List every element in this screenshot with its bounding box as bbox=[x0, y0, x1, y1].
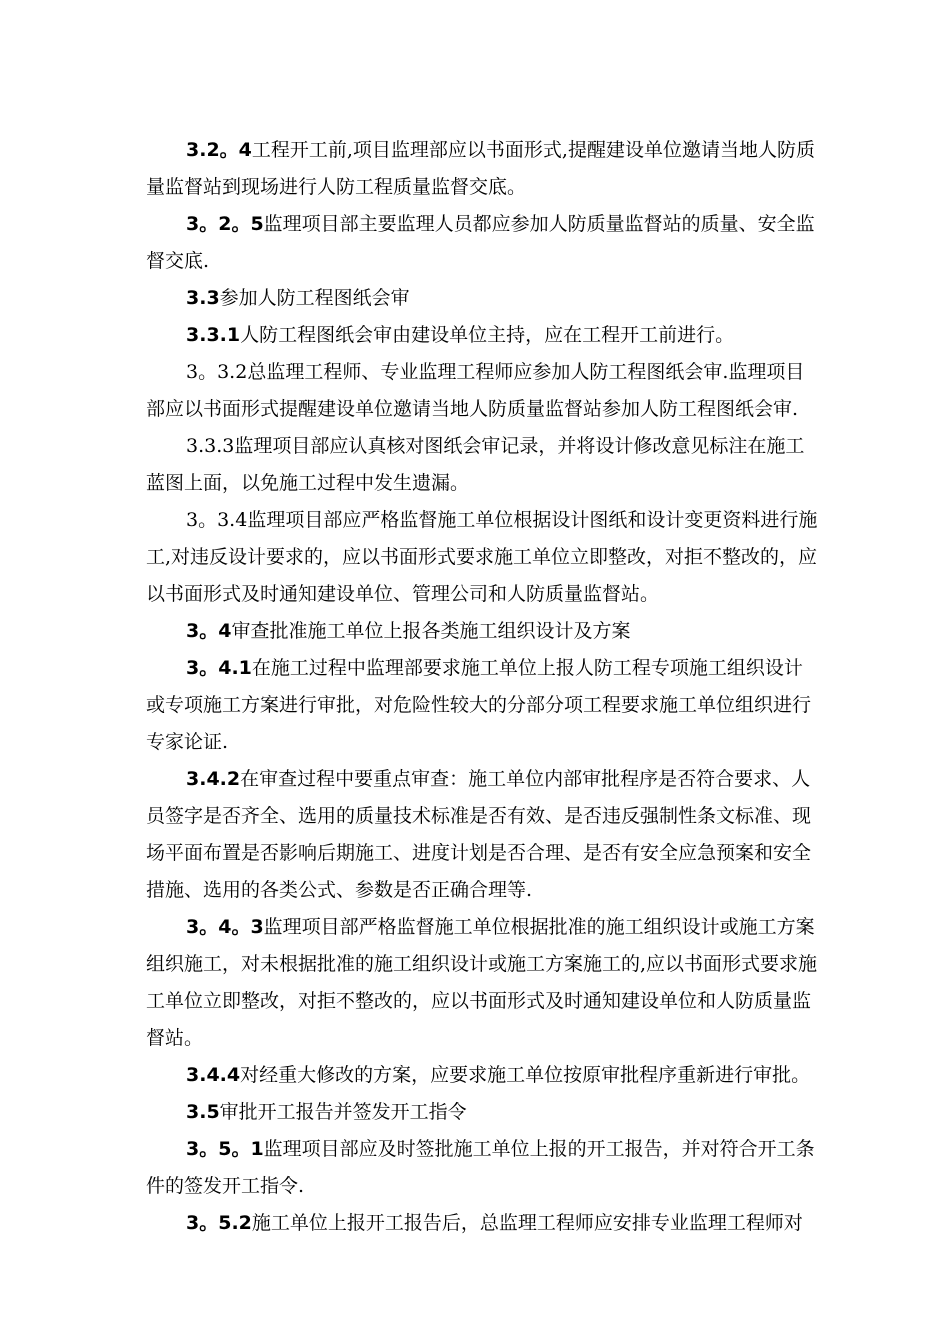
paragraph-text: 在审查过程中要重点审查：施工单位内部审批程序是否符合要求、人员签字是否齐全、选用的质量技术标准是否有效、是否违反强制性条文标准、现场平面布置是否影响后期施工、进度计划是否合理、是否有安全应急预案和安全措施、选用的各类公式、参数是否正确合理等. bbox=[146, 768, 812, 901]
paragraph-text: 人防工程图纸会审由建设单位主持，应在工程开工前进行。 bbox=[240, 324, 735, 346]
heading-text: 参加人防工程图纸会审 bbox=[219, 287, 410, 309]
heading-text: 审批开工报告并签发开工指令 bbox=[219, 1101, 467, 1123]
paragraph-text: 监理项目部应严格监督施工单位根据设计图纸和设计变更资料进行施工,对违反设计要求的，应以书面形式要求施工单位立即整改，对拒不整改的，应以书面形式及时通知建设单位、管理公司和人防质量监督站。 bbox=[146, 509, 818, 605]
paragraph-text: 对经重大修改的方案，应要求施工单位按原审批程序重新进行审批。 bbox=[240, 1064, 811, 1086]
section-heading-3-4 bbox=[146, 613, 818, 650]
paragraph-3-4-3 bbox=[146, 909, 818, 1057]
paragraph-3-4-4 bbox=[146, 1057, 818, 1094]
paragraph-text: 工程开工前,项目监理部应以书面形式,提醒建设单位邀请当地人防质量监督站到现场进行人防工程质量监督交底。 bbox=[146, 139, 815, 198]
paragraph-text: 监理项目部主要监理人员都应参加人防质量监督站的质量、安全监督交底. bbox=[146, 213, 815, 272]
paragraph-text: 监理项目部应认真核对图纸会审记录，并将设计修改意见标注在施工蓝图上面，以免施工过程中发生遗漏。 bbox=[146, 435, 805, 494]
document-page bbox=[146, 132, 818, 1242]
clause-number: 3.4.4 bbox=[186, 1064, 241, 1086]
paragraph-3-4-2 bbox=[146, 761, 818, 909]
paragraph-3-5-1 bbox=[146, 1131, 818, 1205]
section-heading-3-5 bbox=[146, 1094, 818, 1131]
clause-number: 3.2。4 bbox=[186, 139, 252, 161]
clause-number: 3.5 bbox=[186, 1101, 220, 1123]
clause-number: 3。4.1 bbox=[186, 657, 252, 679]
clause-number: 3。2。5 bbox=[186, 213, 264, 235]
paragraph-3-3-3 bbox=[146, 428, 818, 502]
paragraph-text: 施工单位上报开工报告后，总监理工程师应安排专业监理工程师对 bbox=[251, 1212, 803, 1234]
paragraph-text: 监理项目部严格监督施工单位根据批准的施工组织设计或施工方案组织施工，对未根据批准的施工组织设计或施工方案施工的,应以书面形式要求施工单位立即整改，对拒不整改的，应以书面形式及时通知建设单位和人防质量监督站。 bbox=[146, 916, 818, 1049]
clause-number: 3。5。1 bbox=[186, 1138, 264, 1160]
heading-text: 审查批准施工单位上报各类施工组织设计及方案 bbox=[231, 620, 631, 642]
paragraph-3-3-2 bbox=[146, 354, 818, 428]
paragraph-3-3-4 bbox=[146, 502, 818, 613]
paragraph-3-2-5 bbox=[146, 206, 818, 280]
paragraph-text: 在施工过程中监理部要求施工单位上报人防工程专项施工组织设计或专项施工方案进行审批，对危险性较大的分部分项工程要求施工单位组织进行专家论证. bbox=[146, 657, 812, 753]
clause-number: 3。4。3 bbox=[186, 916, 264, 938]
paragraph-3-2-4 bbox=[146, 132, 818, 206]
paragraph-3-5-2 bbox=[146, 1205, 818, 1242]
paragraph-text: 监理项目部应及时签批施工单位上报的开工报告，并对符合开工条件的签发开工指令. bbox=[146, 1138, 815, 1197]
clause-number: 3.3.3 bbox=[186, 435, 235, 457]
clause-number: 3。3.2 bbox=[186, 361, 248, 383]
clause-number: 3。3.4 bbox=[186, 509, 248, 531]
clause-number: 3.3 bbox=[186, 287, 220, 309]
clause-number: 3。4 bbox=[186, 620, 232, 642]
clause-number: 3。5.2 bbox=[186, 1212, 252, 1234]
paragraph-text: 总监理工程师、专业监理工程师应参加人防工程图纸会审.监理项目部应以书面形式提醒建设单位邀请当地人防质量监督站参加人防工程图纸会审. bbox=[146, 361, 805, 420]
paragraph-3-4-1 bbox=[146, 650, 818, 761]
paragraph-3-3-1 bbox=[146, 317, 818, 354]
section-heading-3-3 bbox=[146, 280, 818, 317]
clause-number: 3.3.1 bbox=[186, 324, 241, 346]
clause-number: 3.4.2 bbox=[186, 768, 241, 790]
